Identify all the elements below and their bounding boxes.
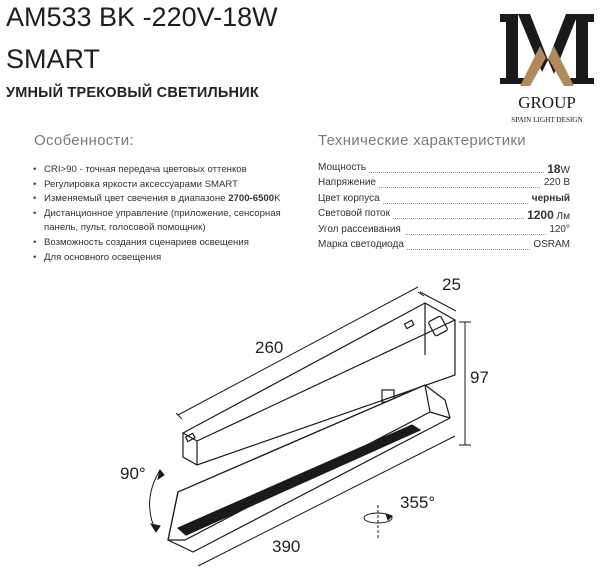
specs-table xyxy=(318,161,570,253)
dim-adapter-length-label: 260 xyxy=(255,338,284,357)
product-smart-title: SMART xyxy=(6,44,101,74)
rotation-angle-label: 355° xyxy=(400,493,436,512)
features-list xyxy=(32,163,317,265)
features-heading: Особенности: xyxy=(34,132,134,149)
feature-item-remote: • Дистанционное управление (приложение, сенсорная панель, пульт, голосовой помощник) xyxy=(32,207,317,236)
logo-brand-text: GROUP xyxy=(518,93,576,112)
color-range-unit: K xyxy=(274,193,281,205)
m-group-logo xyxy=(496,8,598,132)
spec-row-power: Мощность 18W xyxy=(318,162,570,176)
spec-row-luminous-flux: Световой поток 1200 Лм xyxy=(318,208,570,223)
spec-row-body-color: Цвет корпуса черный xyxy=(318,192,570,204)
feature-item-dimming: • Регулировка яркости аксессуарами SMART xyxy=(32,178,317,193)
feature-item-scenes: • Возможность создания сценариев освещения xyxy=(32,236,317,251)
tilt-angle-label: 90° xyxy=(120,464,146,483)
feature-item-main-light: • Для основного освещения xyxy=(32,251,317,266)
spec-row-voltage: Напряжение 220 В xyxy=(318,177,570,189)
dim-height-label: 97 xyxy=(470,368,489,387)
dim-width-label: 25 xyxy=(442,275,461,294)
feature-item-color-range: • Изменяемый цвет свечения в диапазоне 2700-6500K xyxy=(32,192,317,207)
spec-row-led-brand: Марка светодиода OSRAM xyxy=(318,238,570,250)
specs-heading: Технические характеристики xyxy=(318,132,526,149)
product-subtitle: УМНЫЙ ТРЕКОВЫЙ СВЕТИЛЬНИК xyxy=(6,85,259,101)
dim-lamp-length-label: 390 xyxy=(272,537,301,556)
spec-row-beam-angle: Угол рассеивания 120° xyxy=(318,223,570,235)
dimension-drawing xyxy=(0,270,600,575)
feature-item-cri: • CRI>90 - точная передача цветовых оттенков xyxy=(32,163,317,178)
color-range-value: 2700-6500 xyxy=(228,193,275,205)
product-model-title: AM533 BK -220V-18W xyxy=(6,2,278,32)
logo-tagline-text: SPAIN LIGHT DESIGN xyxy=(511,116,583,124)
